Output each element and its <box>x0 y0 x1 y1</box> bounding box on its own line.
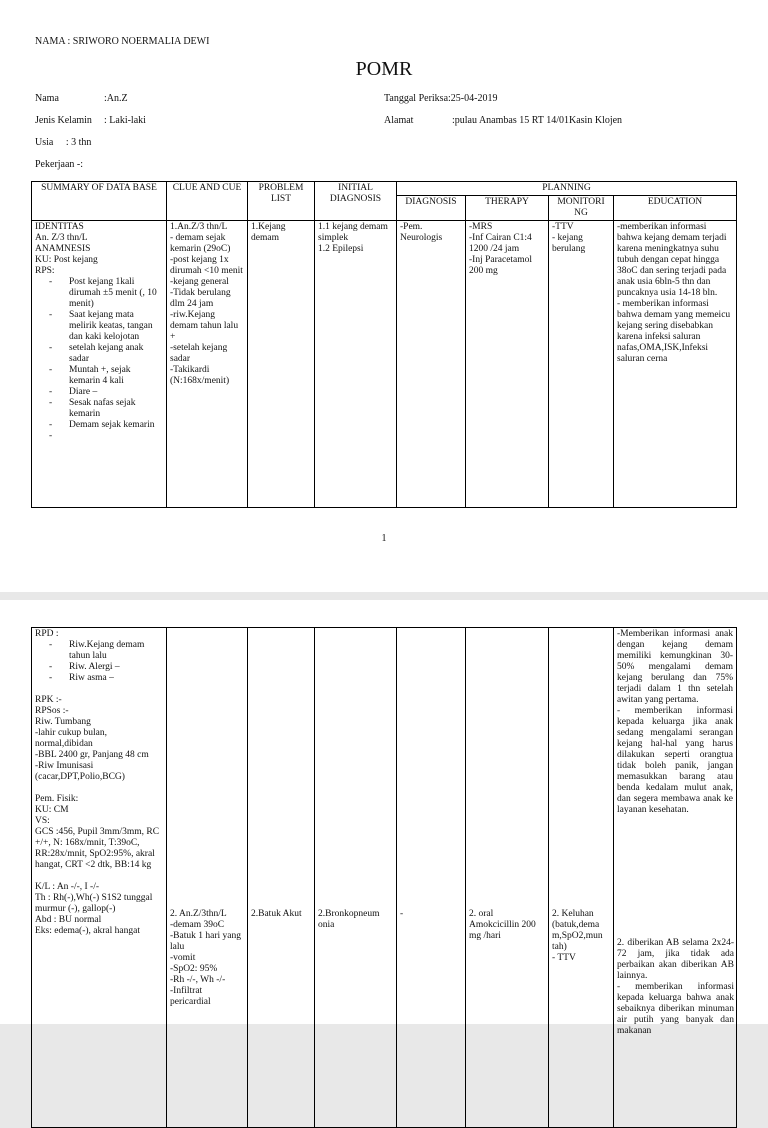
list-item: - Sesak nafas sejak kemarin <box>69 398 163 420</box>
col-diagnosis: DIAGNOSIS <box>397 196 466 221</box>
diagnosis-cell: -Pem. Neurologis <box>397 221 466 508</box>
list-item: - Muntah +, sejak kemarin 4 kali <box>69 365 163 387</box>
student-name: NAMA : SRIWORO NOERMALIA DEWI <box>35 36 210 47</box>
pomr-table-continued <box>31 627 737 1128</box>
summary-rest: RPK :- RPSos :- Riw. Tumbang -lahir cukup bulan, normal,dibidan -BBL 2400 gr, Panjang 48 cm -Riw Imunisasi (cacar,DPT,Polio,BCG) Pem. Fisik: KU: CM VS: GCS :456, Pupil 3mm/3mm, RC +/+, N: 168x/mnit, T:39oC, RR:28x/mnit, SpO2:95%, akral hangat, CRT <2 dtk, BB:14 kg K/L : An -/-, I -/- Th : Rh(-),Wh(-) S1S2 tunggal murmur (-), gallop(-) Abd : BU normal Eks: edema(-), akral hangat <box>35 695 160 936</box>
list-item: - Riw asma – <box>69 673 163 684</box>
clue-cell <box>167 628 248 1128</box>
summary-cell <box>32 628 167 1128</box>
document-title: POMR <box>355 58 413 80</box>
col-summary: SUMMARY OF DATA BASE <box>32 182 167 221</box>
monitoring-cell: -TTV - kejang berulang <box>549 221 614 508</box>
nama-label: Nama <box>35 93 59 104</box>
col-initial: INITIAL DIAGNOSIS <box>315 182 397 221</box>
page-2 <box>0 600 768 1036</box>
rpd-list <box>35 640 163 684</box>
list-item: - Post kejang 1kali dirumah ±5 menit (, 10 menit) <box>69 277 163 310</box>
monitoring-text: 2. Keluhan (batuk,dema m,SpO2,mun tah) - TTV <box>552 909 603 963</box>
problem-cell: 1.Kejang demam <box>248 221 315 508</box>
education-text-bottom: 2. diberikan AB selama 2x24-72 jam, jika tidak ada perbaikan akan diberikan AB lainnya. - memberikan informasi kepada keluarga bahwa anak sebaiknya diberikan minuman air putih yang banyak dan makanan <box>617 937 734 1036</box>
list-item: - Saat kejang mata melirik keatas, tangan dan kaki kelojotan <box>69 310 163 343</box>
alamat-value: :pulau Anambas 15 RT 14/01Kasin Klojen <box>452 115 623 126</box>
pekerjaan: Pekerjaan -: <box>35 159 84 170</box>
col-education: EDUCATION <box>614 196 737 221</box>
list-item: - setelah kejang anak sadar <box>69 343 163 365</box>
rps-list <box>35 277 163 442</box>
jenis-kelamin-label: Jenis Kelamin <box>35 115 92 126</box>
list-item: - Riw. Alergi – <box>69 662 163 673</box>
therapy-cell: -MRS -Inf Cairan C1:4 1200 /24 jam -Inj Paracetamol 200 mg <box>466 221 549 508</box>
initial-diagnosis-cell: 1.1 kejang demam simplek 1.2 Epilepsi <box>315 221 397 508</box>
initial-diagnosis-text: 2.Bronkopneum onia <box>318 909 380 930</box>
table-row <box>32 628 737 1128</box>
rpd-label: RPD : <box>35 629 59 639</box>
clue-cell: 1.An.Z/3 thn/L - demam sejak kemarin (29oC) -post kejang 1x dirumah <10 menit -kejang general -Tidak berulang dlm 24 jam -riw.Kejang demam tahun lalu + -setelah kejang sadar -Takikardi (N:168x/menit) <box>167 221 248 508</box>
list-item: - Demam sejak kemarin <box>69 420 163 431</box>
col-monitoring: MONITORI NG <box>549 196 614 221</box>
col-therapy: THERAPY <box>466 196 549 221</box>
col-planning: PLANNING <box>397 182 737 196</box>
col-problem: PROBLEM LIST <box>248 182 315 221</box>
table-row <box>32 221 737 508</box>
usia: Usia : 3 thn <box>35 137 92 148</box>
col-clue: CLUE AND CUE <box>167 182 248 221</box>
monitoring-cell <box>549 628 614 1128</box>
diagnosis-text: - <box>400 909 404 919</box>
summary-cell <box>32 221 167 508</box>
header-row <box>32 182 737 196</box>
jenis-kelamin-value: : Laki-laki <box>104 115 146 126</box>
diagnosis-cell <box>397 628 466 1128</box>
education-cell: -memberikan informasi bahwa kejang demam terjadi karena meningkatnya suhu tubuh dengan cepat hingga 38oC dan sering terjadi pada anak usia 6bln-5 thn dan puncaknya usia 14-18 bln. - memberikan informasi bahwa demam yang memeicu kejang sering disebabkan karena infeksi saluran nafas,OMA,ISK,Infeksi saluran cerna <box>614 221 737 508</box>
list-item: - Riw.Kejang demam tahun lalu <box>69 640 163 662</box>
pomr-table <box>31 181 737 508</box>
problem-cell <box>248 628 315 1128</box>
tanggal-periksa: Tanggal Periksa:25-04-2019 <box>384 93 498 104</box>
education-cell <box>614 628 737 1128</box>
problem-text: 2.Batuk Akut <box>251 909 302 919</box>
summary-identitas: IDENTITAS An. Z/3 thn/L ANAMNESIS KU: Post kejang RPS: <box>35 222 98 276</box>
page-number: 1 <box>381 533 387 544</box>
alamat-label: Alamat <box>384 115 414 126</box>
list-item <box>69 431 163 442</box>
clue-text: 2. An.Z/3thn/L -demam 39oC -Batuk 1 hari yang lalu -vomit -SpO2: 95% -Rh -/-, Wh -/- -Infiltrat pericardial <box>170 909 241 1007</box>
education-text-top: -Memberikan informasi anak dengan kejang demam memiliki kemungkinan 30-50% mengalami demam kejang berulang dan 75% terjadi dalam 1 thn setelah awitan yang pertama. - memberikan informasi kepada keluarga jika anak sedang mengalami serangan kejang hal-hal yang harus dilakukan seperti orangtua tidak boleh panik, jangan memasukkan barang atau benda kedalam mulut anak, dan segera membawa anak ke layanan kesehatan. <box>617 629 733 815</box>
nama-value: :An.Z <box>104 93 128 104</box>
initial-diagnosis-cell <box>315 628 397 1128</box>
list-item: - Diare – <box>69 387 163 398</box>
therapy-cell <box>466 628 549 1128</box>
therapy-text: 2. oral Amokcicillin 200 mg /hari <box>469 909 536 941</box>
